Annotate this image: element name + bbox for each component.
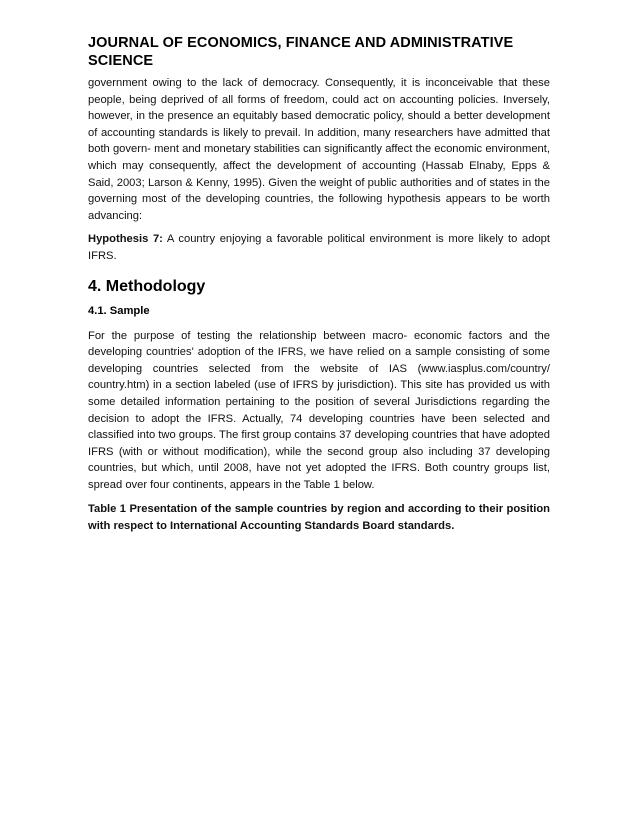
table-caption: Table 1 Presentation of the sample countries by region and according to their position with respect to International Accounting Standards Board standards. (88, 503, 550, 533)
body-paragraph-sample: For the purpose of testing the relationship between macro- economic factors and the developing countries' adoption of the IFRS, we have relied on a sample consisting of some developing countries selected from the website of IAS (www.iasplus.com/country/ country.htm) in a section labeled (use of IFRS by jurisdiction). This site has provided us with some detailed information pertaining to the position of several Jurisdictions regarding the decision to adopt the IFRS. Actually, 74 developing countries have been selected and classified into two groups. The first group contains 37 developing countries that have adopted IFRS (with or without modification), while the second group also including 37 developing countries, but which, until 2008, have not yet adopted the IFRS. Both country groups list, spread over four continents, appears in the Table 1 below. (88, 329, 550, 491)
hypothesis-text: A country enjoying a favorable political environment is more likely to adopt IFRS. (88, 233, 551, 262)
body-paragraph-political-environment: government owing to the lack of democracy. Consequently, it is inconceivable that these people, being deprived of all forms of freedom, could act on accounting policies. Inversely, however, in the presence an equitably based democratic policy, should a better development of accounting standards is likely to prevail. In addition, many researchers have admitted that both govern- ment and monetary stabilities can significantly affect the economic environment, which may consequently, affect the development of accounting (Hassab Elnaby, Epps & Said, 2003; Larson & Kenny, 1995). Given the weight of public authorities and of states in the governing most of the developing countries, the following hypothesis appears to be worth advancing: (88, 77, 550, 222)
subsection-heading-sample: 4.1. Sample (88, 304, 150, 317)
hypothesis-7 (88, 231, 550, 264)
document-page (88, 34, 550, 535)
hypothesis-label: Hypothesis 7: (88, 233, 163, 246)
section-heading-methodology: 4. Methodology (88, 277, 206, 295)
journal-title: JOURNAL OF ECONOMICS, FINANCE AND ADMINISTRATIVE SCIENCE (88, 35, 514, 69)
